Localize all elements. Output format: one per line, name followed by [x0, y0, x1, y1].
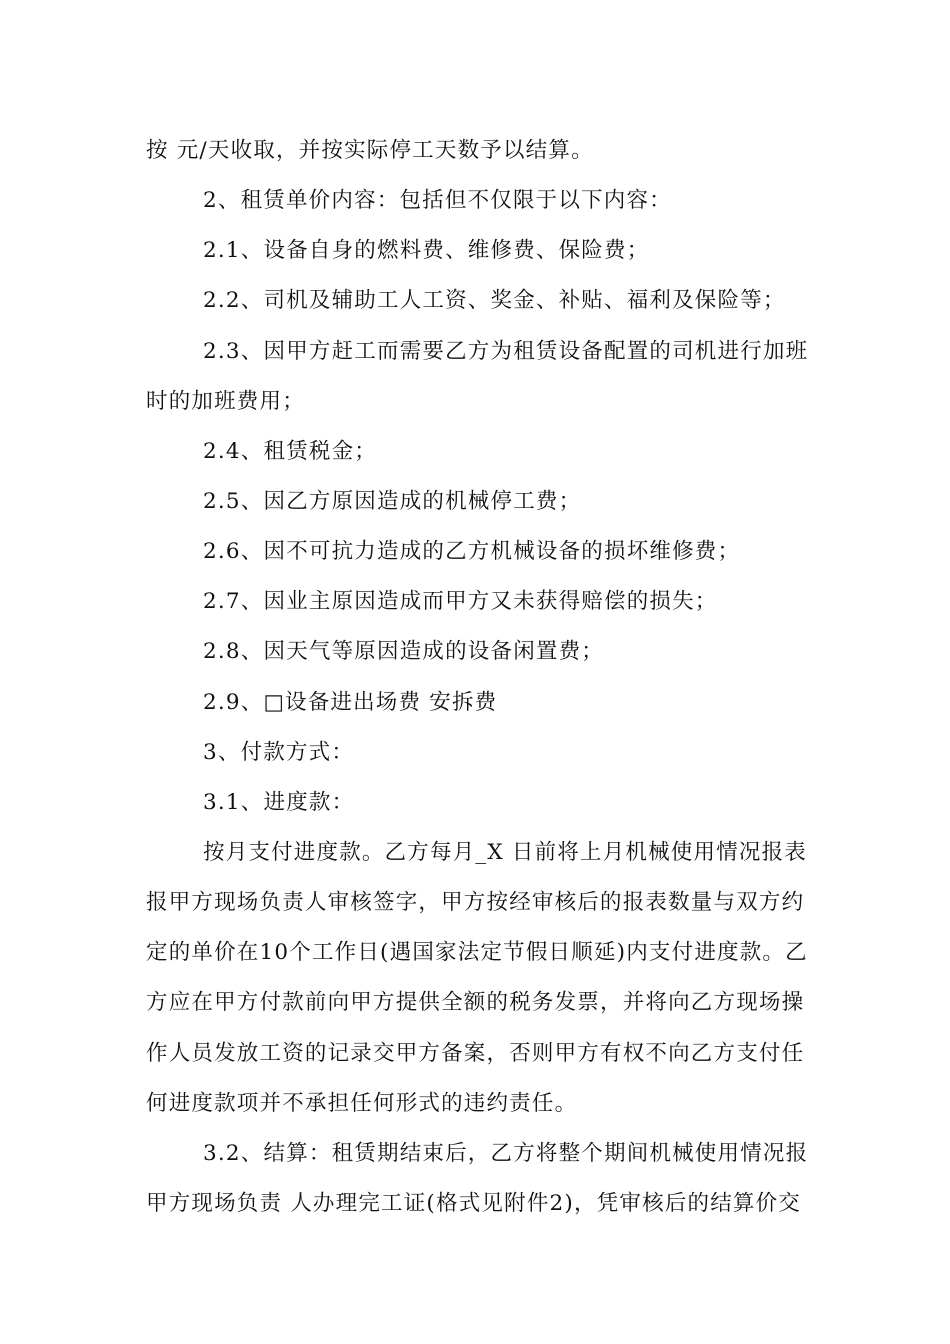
text-line: 3、付款方式： [203, 740, 355, 765]
text-line: 3.1、进度款： [203, 790, 355, 815]
text-line: 2.1、设备自身的燃料费、维修费、保险费； [203, 238, 650, 263]
text-line: 甲方现场负责 人办理完工证(格式见附件2)，凭审核后的结算价交 [146, 1191, 801, 1216]
text-line: 按 元/天收取，并按实际停工天数予以结算。 [146, 138, 594, 163]
text-line: 2.2、司机及辅助工人工资、奖金、补贴、福利及保险等； [203, 288, 786, 313]
text-line: 2.6、因不可抗力造成的乙方机械设备的损坏维修费； [203, 539, 741, 564]
text-line: 2.7、因业主原因造成而甲方又未获得赔偿的损失； [203, 589, 718, 614]
text-line: 按月支付进度款。乙方每月_X 日前将上月机械使用情况报表 [203, 840, 807, 865]
text-line: 何进度款项并不承担任何形式的违约责任。 [146, 1091, 578, 1116]
text-line: 定的单价在10个工作日(遇国家法定节假日顺延)内支付进度款。乙 [146, 940, 808, 965]
text-line: 时的加班费用； [146, 389, 305, 414]
text-line: 2.4、租赁税金； [203, 439, 377, 464]
text-line: 2.3、因甲方赶工而需要乙方为租赁设备配置的司机进行加班 [203, 339, 809, 364]
text-line: 2、租赁单价内容：包括但不仅限于以下内容： [203, 188, 672, 213]
text-line: 方应在甲方付款前向甲方提供全额的税务发票，并将向乙方现场操 [146, 990, 805, 1015]
text-line: 2.9、□设备进出场费 安拆费 [203, 690, 498, 715]
text-line: 3.2、结算：租赁期结束后，乙方将整个期间机械使用情况报 [203, 1141, 809, 1166]
text-line: 作人员发放工资的记录交甲方备案，否则甲方有权不向乙方支付任 [146, 1041, 805, 1066]
text-line: 2.8、因天气等原因造成的设备闲置费； [203, 639, 604, 664]
text-line: 2.5、因乙方原因造成的机械停工费； [203, 489, 582, 514]
text-line: 报甲方现场负责人审核签字，甲方按经审核后的报表数量与双方约 [146, 890, 805, 915]
